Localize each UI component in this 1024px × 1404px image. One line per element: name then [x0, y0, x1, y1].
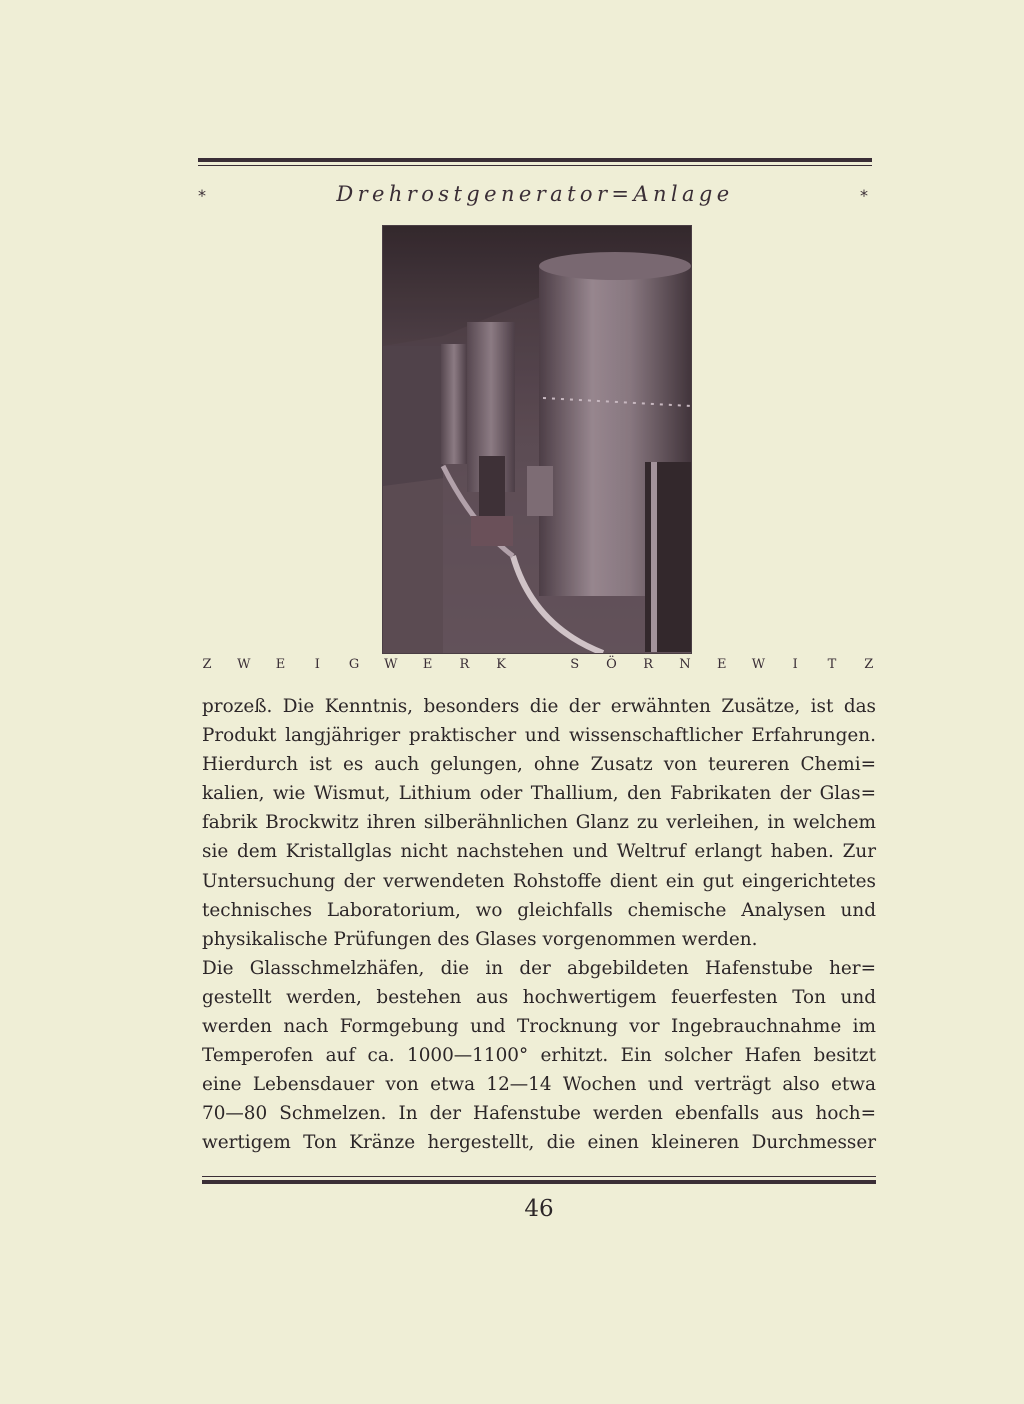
text-line: sie dem Kristallglas nicht nachstehen und Weltruf erlangt haben. Zur: [202, 841, 876, 863]
text-line: kalien, wie Wismut, Lithium oder Thallium, den Fabrikaten der Glas=: [202, 783, 876, 805]
caption-letter: K: [496, 657, 506, 672]
body-text: [202, 692, 876, 1158]
caption-letter: G: [348, 657, 360, 672]
caption-letter: I: [792, 657, 798, 672]
running-header: [198, 182, 872, 214]
text-line: gestellt werden, bestehen aus hochwertigem feuerfesten Ton und: [202, 986, 876, 1008]
text-line: Produkt langjähriger praktischer und wissenschaftlicher Erfahrungen.: [202, 725, 876, 747]
caption-letter: E: [716, 657, 727, 672]
top-rule: [198, 158, 872, 166]
caption-letter: I: [314, 657, 320, 672]
page-number: 46: [524, 1196, 554, 1222]
text-line: Hierdurch ist es auch gelungen, ohne Zusatz von teureren Chemi=: [202, 754, 876, 776]
caption-letter: R: [459, 657, 470, 672]
bottom-rule: [202, 1176, 876, 1184]
ornament-right: *: [860, 186, 868, 205]
photo-caption: [200, 657, 876, 677]
text-line: prozeß. Die Kenntnis, besonders die der erwähnten Zusätze, ist das: [202, 696, 876, 717]
caption-letter: R: [643, 657, 654, 672]
text-line: Die Glasschmelzhäfen, die in der abgebildeten Hafenstube her=: [202, 957, 876, 979]
caption-letter: E: [275, 657, 286, 672]
caption-letter: Ö: [606, 657, 617, 672]
caption-letter: W: [384, 657, 398, 672]
generator-photo: [382, 225, 692, 654]
caption-letter: E: [422, 657, 433, 672]
header-title: Drehrostgenerator=Anlage: [336, 182, 734, 206]
text-line: technisches Laboratorium, wo gleichfalls chemische Analysen und: [202, 899, 876, 921]
caption-letter: Z: [202, 657, 212, 672]
caption-letter: T: [827, 657, 837, 672]
text-line: Temperofen auf ca. 1000—1100° erhitzt. Ein solcher Hafen besitzt: [202, 1045, 876, 1067]
caption-letter: Z: [864, 657, 874, 672]
text-line: physikalische Prüfungen des Glases vorgenommen werden.: [202, 928, 758, 950]
text-line: wertigem Ton Kränze hergestellt, die einen kleineren Durchmesser: [202, 1132, 876, 1154]
text-line: werden nach Formgebung und Trocknung vor Ingebrauchnahme im: [202, 1016, 876, 1038]
text-line: fabrik Brockwitz ihren silberähnlichen Glanz zu verleihen, in welchem: [202, 812, 876, 834]
text-line: eine Lebensdauer von etwa 12—14 Wochen und verträgt also etwa: [202, 1074, 876, 1096]
ornament-left: *: [198, 186, 206, 205]
text-line: 70—80 Schmelzen. In der Hafenstube werden ebenfalls aus hoch=: [202, 1103, 876, 1125]
caption-letter: [531, 657, 545, 677]
caption-letter: S: [570, 657, 580, 672]
caption-letter: N: [679, 657, 691, 672]
text-line: Untersuchung der verwendeten Rohstoffe dient ein gut eingerichtetes: [202, 870, 876, 892]
caption-letter: W: [751, 657, 766, 672]
caption-letter: W: [237, 657, 251, 672]
